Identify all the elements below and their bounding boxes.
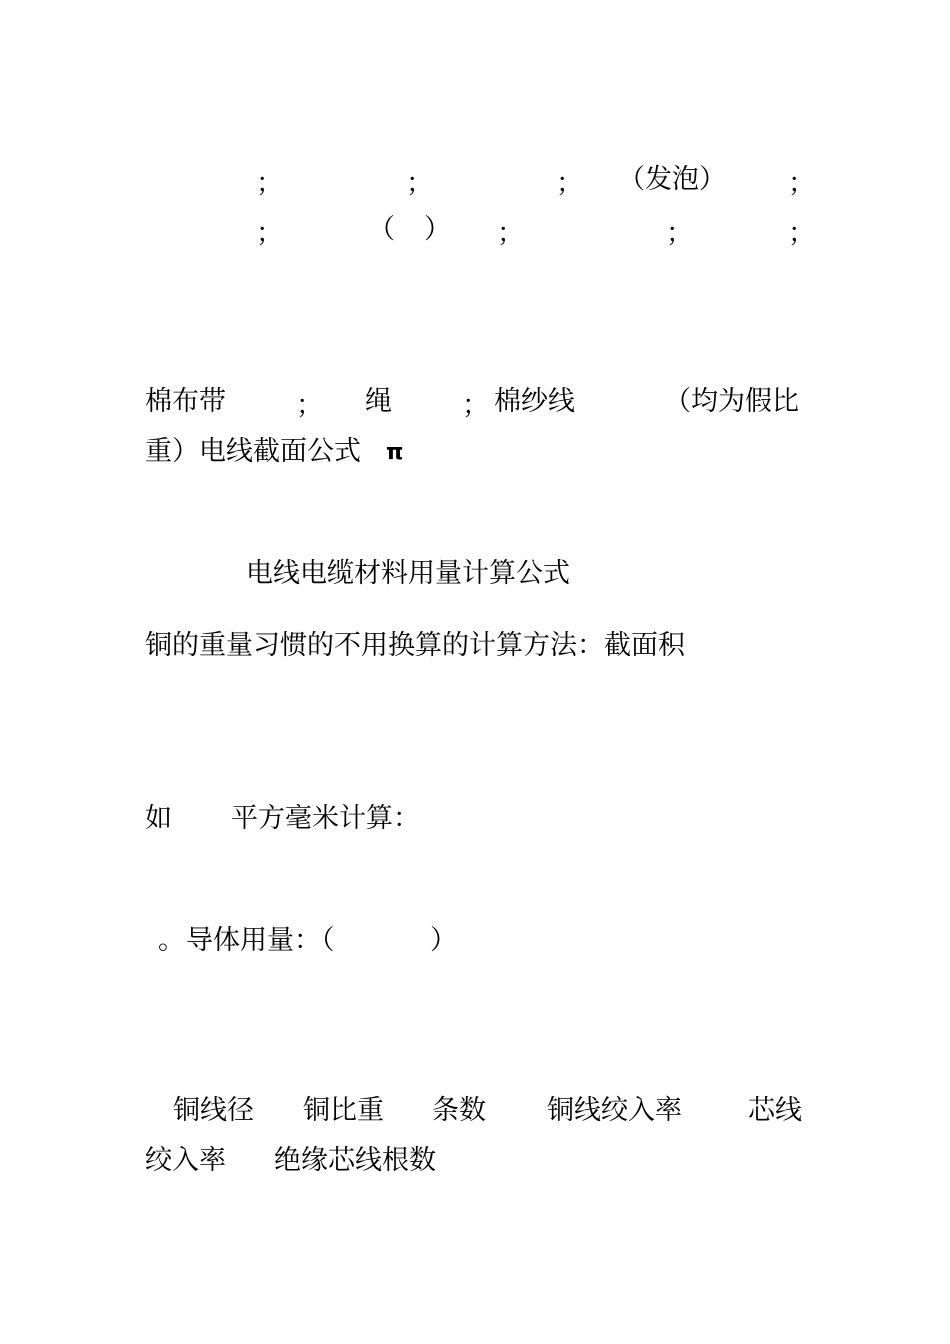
semicolon: ； bbox=[666, 218, 693, 249]
term-strand-count: 条数 bbox=[432, 1095, 486, 1126]
copper-weight-line: 铜的重量习惯的不用换算的计算方法：截面积 bbox=[145, 630, 685, 661]
semicolon: ； bbox=[497, 218, 524, 249]
term-copper-diameter: 铜线径 bbox=[173, 1095, 254, 1126]
term-twist-rate: 绞入率 bbox=[145, 1145, 226, 1176]
pi-symbol: π bbox=[386, 440, 404, 465]
density-note-end: 重）电线截面公式 bbox=[145, 436, 361, 467]
foam-note: （发泡） bbox=[618, 164, 726, 195]
term-copper-twist-rate: 铜线绞入率 bbox=[547, 1095, 682, 1126]
cotton-yarn-label: 棉纱线 bbox=[494, 386, 575, 417]
semicolon: ； bbox=[256, 168, 283, 199]
semicolon: ； bbox=[296, 390, 323, 421]
term-core: 芯线 bbox=[748, 1095, 802, 1126]
cotton-tape-label: 棉布带 bbox=[145, 386, 226, 417]
document-heading: 电线电缆材料用量计算公式 bbox=[246, 558, 570, 589]
example-prefix: 如 bbox=[145, 803, 172, 834]
density-note-start: （均为假比 bbox=[664, 386, 799, 417]
term-copper-density: 铜比重 bbox=[303, 1095, 384, 1126]
bullet-mark: 。 bbox=[158, 925, 185, 956]
term-insulated-core-count: 绝缘芯线根数 bbox=[274, 1145, 436, 1176]
semicolon: ； bbox=[556, 168, 583, 199]
paren-close: ） bbox=[430, 925, 457, 956]
example-text: 平方毫米计算： bbox=[231, 803, 420, 834]
semicolon: ； bbox=[462, 390, 489, 421]
semicolon: ； bbox=[256, 218, 283, 249]
rope-label: 绳 bbox=[365, 386, 392, 417]
semicolon: ； bbox=[406, 168, 433, 199]
semicolon: ； bbox=[788, 168, 815, 199]
paren-close: ） bbox=[424, 214, 451, 245]
conductor-usage-label: 导体用量：（ bbox=[186, 925, 335, 956]
paren-open: （ bbox=[368, 214, 395, 245]
semicolon: ； bbox=[788, 218, 815, 249]
